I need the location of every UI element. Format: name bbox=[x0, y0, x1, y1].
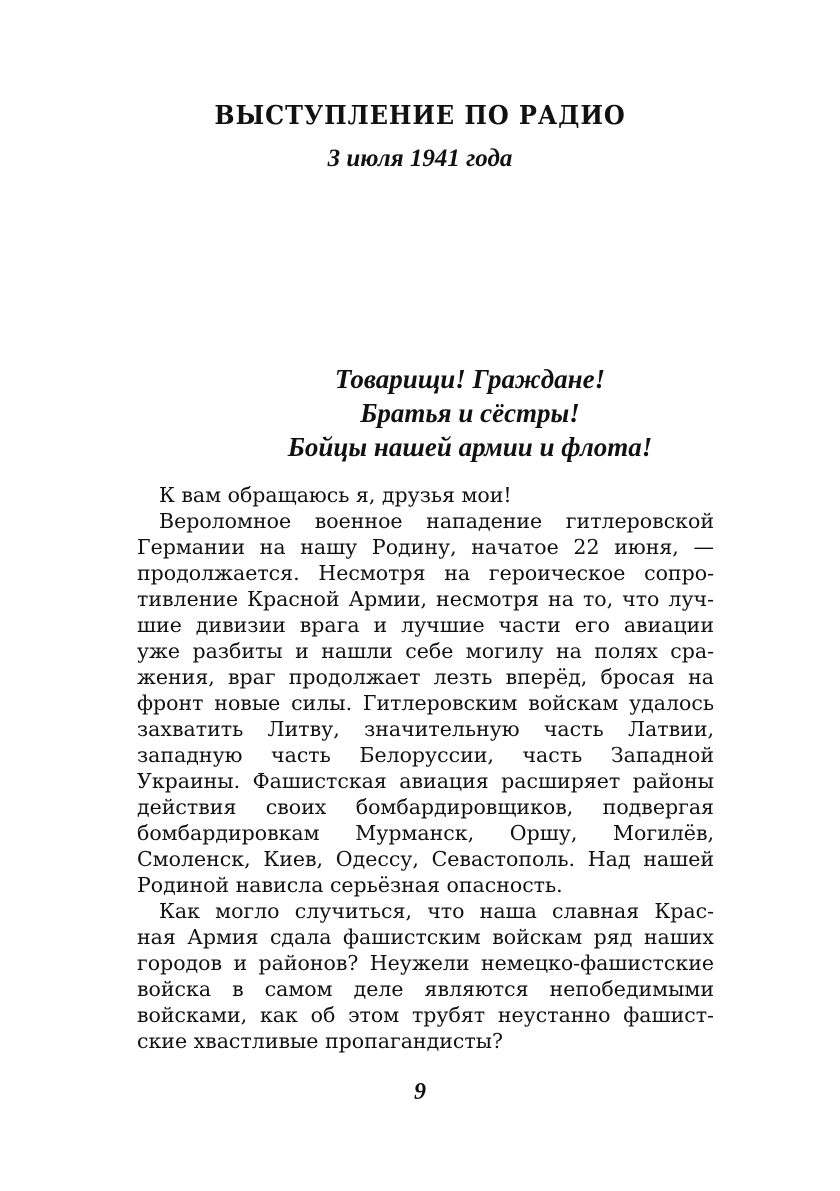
text-line: фронт новые силы. Гитлеровским войскам удалось bbox=[137, 691, 714, 715]
text-line: Украины. Фашистская авиация расширяет районы bbox=[137, 769, 714, 793]
page-title: ВЫСТУПЛЕНИЕ ПО РАДИО bbox=[214, 101, 626, 131]
text-line: Германии на нашу Родину, начатое 22 июня, — bbox=[137, 535, 714, 559]
text-line: уже разбиты и нашли себе могилу на полях сра- bbox=[137, 639, 714, 663]
text-line: тивление Красной Армии, несмотря на то, что луч- bbox=[137, 587, 714, 611]
page-number: 9 bbox=[414, 1079, 426, 1105]
text-line: К вам обращаюсь я, друзья мои! bbox=[159, 483, 512, 507]
text-line: шие дивизии врага и лучшие части его авиации bbox=[137, 613, 714, 637]
text-line: бомбардировкам Мурманск, Оршу, Могилёв, bbox=[137, 821, 714, 845]
text-line: войсками, как об этом трубят неустанно фашист- bbox=[137, 1003, 714, 1027]
text-line: Вероломное военное нападение гитлеровской bbox=[159, 509, 714, 533]
text-line: ские хвастливые пропагандисты? bbox=[137, 1029, 503, 1053]
body-text bbox=[137, 482, 714, 1054]
text-line: ная Армия сдала фашистским войскам ряд наших bbox=[137, 925, 714, 949]
text-line: продолжается. Несмотря на героическое сопро- bbox=[137, 561, 714, 585]
paragraph bbox=[137, 898, 714, 1054]
text-line: Родиной нависла серьёзная опасность. bbox=[137, 873, 563, 897]
text-line: Как могло случиться, что наша славная Крас- bbox=[159, 899, 714, 923]
text-line: действия своих бомбардировщиков, подвергая bbox=[137, 795, 714, 819]
text-line: Смоленск, Киев, Одессу, Севастополь. Над нашей bbox=[137, 847, 714, 871]
salutation-line: Товарищи! Граждане! bbox=[334, 364, 606, 394]
text-line: западную часть Белоруссии, часть Западной bbox=[137, 743, 714, 767]
text-line: городов и районов? Неужели немецко-фашистские bbox=[137, 951, 714, 975]
paragraph bbox=[137, 482, 714, 508]
text-line: жения, враг продолжает лезть вперёд, бросая на bbox=[137, 665, 714, 689]
text-line: захватить Литву, значительную часть Латвии, bbox=[137, 717, 714, 741]
text-line: войска в самом деле являются непобедимыми bbox=[137, 977, 714, 1001]
paragraph bbox=[137, 508, 714, 898]
salutation-line: Бойцы нашей армии и флота! bbox=[287, 432, 653, 462]
salutation-block bbox=[250, 362, 690, 464]
salutation-line: Братья и сёстры! bbox=[360, 398, 580, 428]
speech-date: 3 июля 1941 года bbox=[327, 145, 513, 172]
